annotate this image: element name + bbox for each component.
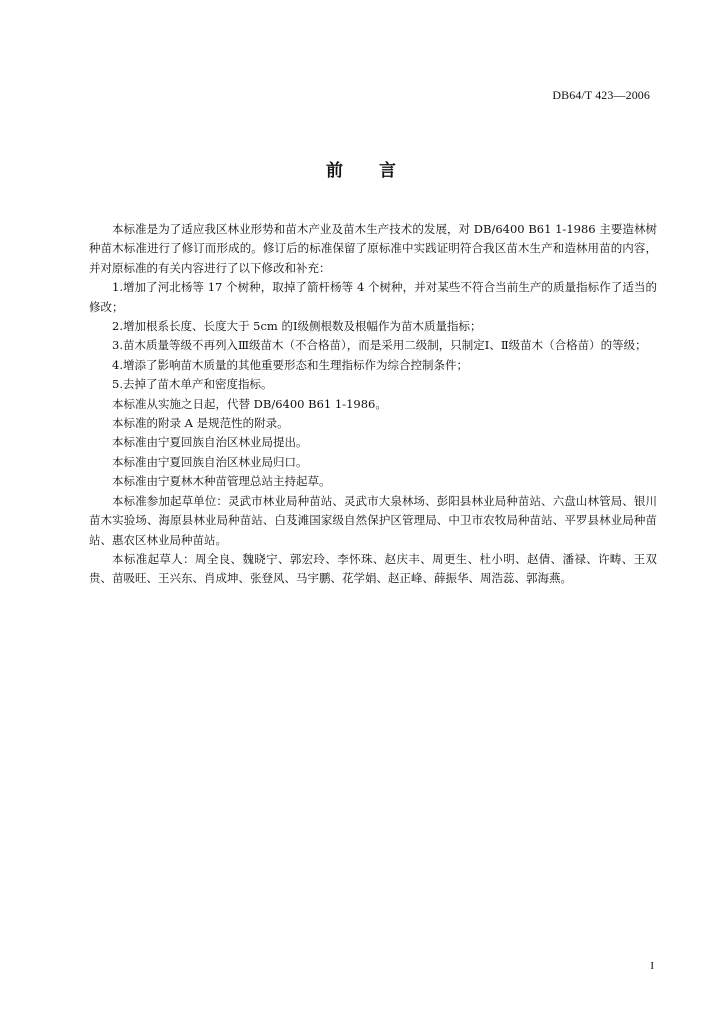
title-char-1: 前	[326, 161, 345, 181]
paragraph-item-1: 1.增加了河北杨等 17 个树种，取掉了箭杆杨等 4 个树种，并对某些不符合当前生产的质量指标作了适当的修改；	[89, 280, 657, 314]
paragraph-appendix: 本标准的附录 A 是规范性的附录。	[112, 416, 289, 431]
title-char-2: 言	[379, 161, 398, 181]
paragraph-intro: 本标准是为了适应我区林业形势和苗木产业及苗木生产技术的发展，对 DB/6400 B61 1-1986 主要造林树种苗木标准进行了修订而形成的。修订后的标准保留了原标准中实践证明符合我区苗木生产和造林用苗的内容，并对原标准的有关内容进行了以下修改和补充：	[89, 222, 657, 275]
paragraph-drafted-by: 本标准由宁夏林木种苗管理总站主持起草。	[112, 474, 331, 489]
paragraph-replacement: 本标准从实施之日起，代替 DB/6400 B61 1-1986。	[112, 396, 387, 411]
paragraph-proposed-by: 本标准由宁夏回族自治区林业局提出。	[112, 435, 308, 450]
paragraph-participating-units: 本标准参加起草单位：灵武市林业局种苗站、灵武市大泉林场、彭阳县林业局种苗站、六盘山林管局、银川苗木实验场、海原县林业局种苗站、白芨滩国家级自然保护区管理局、中卫市农牧局种苗站、平罗县林业局种苗站、惠农区林业局种苗站。	[89, 493, 657, 547]
paragraph-item-4: 4.增添了影响苗木质量的其他重要形态和生理指标作为综合控制条件；	[112, 357, 468, 372]
paragraph-drafters: 本标准起草人：周全良、魏晓宁、郭宏玲、李怀珠、赵庆丰、周更生、杜小明、赵倩、潘禄、许畴、王双贵、苗吸旺、王兴东、肖成坤、张登风、马宇鹏、花学娟、赵正峰、薛振华、周浩蕊、郭海燕。	[89, 551, 657, 586]
paragraph-item-5: 5.去掉了苗木单产和密度指标。	[112, 377, 273, 392]
foreword-body	[89, 220, 657, 589]
paragraph-item-2: 2.增加根系长度、长度大于 5cm 的Ⅰ级侧根数及根幅作为苗木质量指标；	[112, 319, 482, 334]
page-number: I	[650, 960, 654, 972]
paragraph-centralized-by: 本标准由宁夏回族自治区林业局归口。	[112, 454, 308, 469]
standard-code: DB64/T 423—2006	[552, 88, 650, 102]
paragraph-item-3: 3.苗木质量等级不再列入Ⅲ级苗木（不合格苗），而是采用二级制，只制定Ⅰ、Ⅱ级苗木（合格苗）的等级；	[112, 338, 647, 353]
page-title	[0, 156, 724, 181]
